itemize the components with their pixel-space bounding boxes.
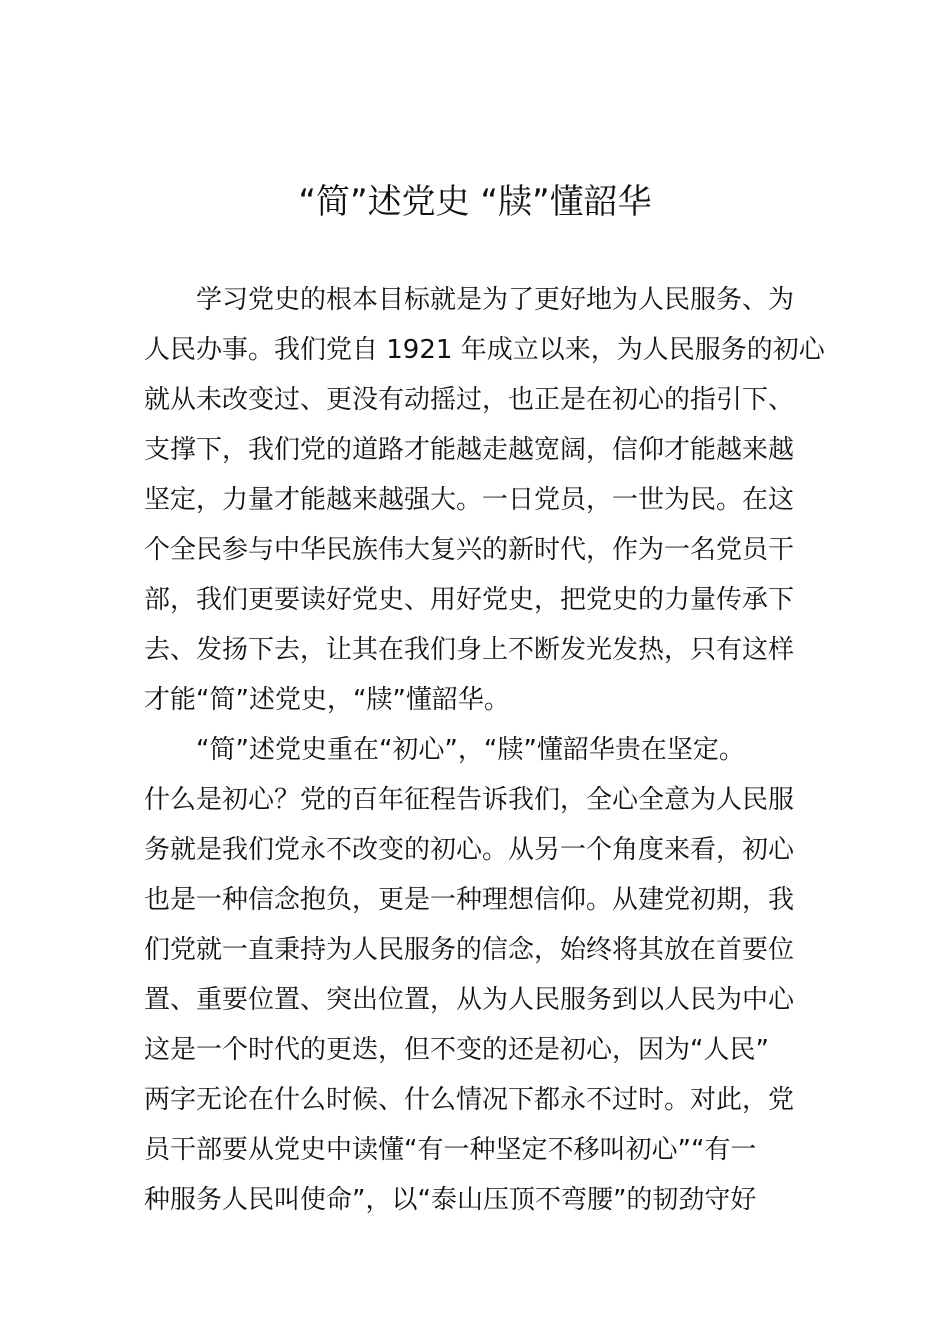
paragraph-line: 坚定，力量才能越来越强大。一日党员，一世为民。在这 — [144, 485, 795, 515]
document-body — [144, 275, 824, 1225]
paragraph-line: 才能“简”述党史，“牍”懂韶华。 — [144, 685, 510, 715]
paragraph-line: 务就是我们党永不改变的初心。从另一个角度来看，初心 — [144, 835, 795, 865]
paragraph-line: 学习党史的根本目标就是为了更好地为人民服务、为 — [196, 285, 795, 315]
paragraph-1 — [144, 275, 824, 725]
paragraph-line: “简”述党史重在“初心”，“牍”懂韶华贵在坚定。 — [196, 735, 745, 765]
paragraph-line: 人民办事。我们党自 1921 年成立以来，为人民服务的初心 — [144, 335, 825, 365]
paragraph-2 — [144, 725, 824, 1225]
paragraph-line: 员干部要从党史中读懂“有一种坚定不移叫初心”“有一 — [144, 1135, 757, 1165]
paragraph-line: 部，我们更要读好党史、用好党史，把党史的力量传承下 — [144, 585, 795, 615]
paragraph-line: 们党就一直秉持为人民服务的信念，始终将其放在首要位 — [144, 935, 795, 965]
paragraph-line: 两字无论在什么时候、什么情况下都永不过时。对此，党 — [144, 1085, 795, 1115]
paragraph-line: 种服务人民叫使命”，以“泰山压顶不弯腰”的韧劲守好 — [144, 1185, 757, 1215]
paragraph-line: 去、发扬下去，让其在我们身上不断发光发热，只有这样 — [144, 635, 795, 665]
paragraph-line: 支撑下，我们党的道路才能越走越宽阔，信仰才能越来越 — [144, 435, 795, 465]
paragraph-line: 就从未改变过、更没有动摇过，也正是在初心的指引下、 — [144, 385, 795, 415]
paragraph-line: 置、重要位置、突出位置，从为人民服务到以人民为中心 — [144, 985, 795, 1015]
paragraph-line: 也是一种信念抱负，更是一种理想信仰。从建党初期，我 — [144, 885, 795, 915]
paragraph-line: 什么是初心？党的百年征程告诉我们，全心全意为人民服 — [144, 785, 795, 815]
document-title: “简”述党史 “牍”懂韶华 — [298, 182, 652, 222]
paragraph-line: 这是一个时代的更迭，但不变的还是初心，因为“人民” — [144, 1035, 769, 1065]
paragraph-line: 个全民参与中华民族伟大复兴的新时代，作为一名党员干 — [144, 535, 795, 565]
